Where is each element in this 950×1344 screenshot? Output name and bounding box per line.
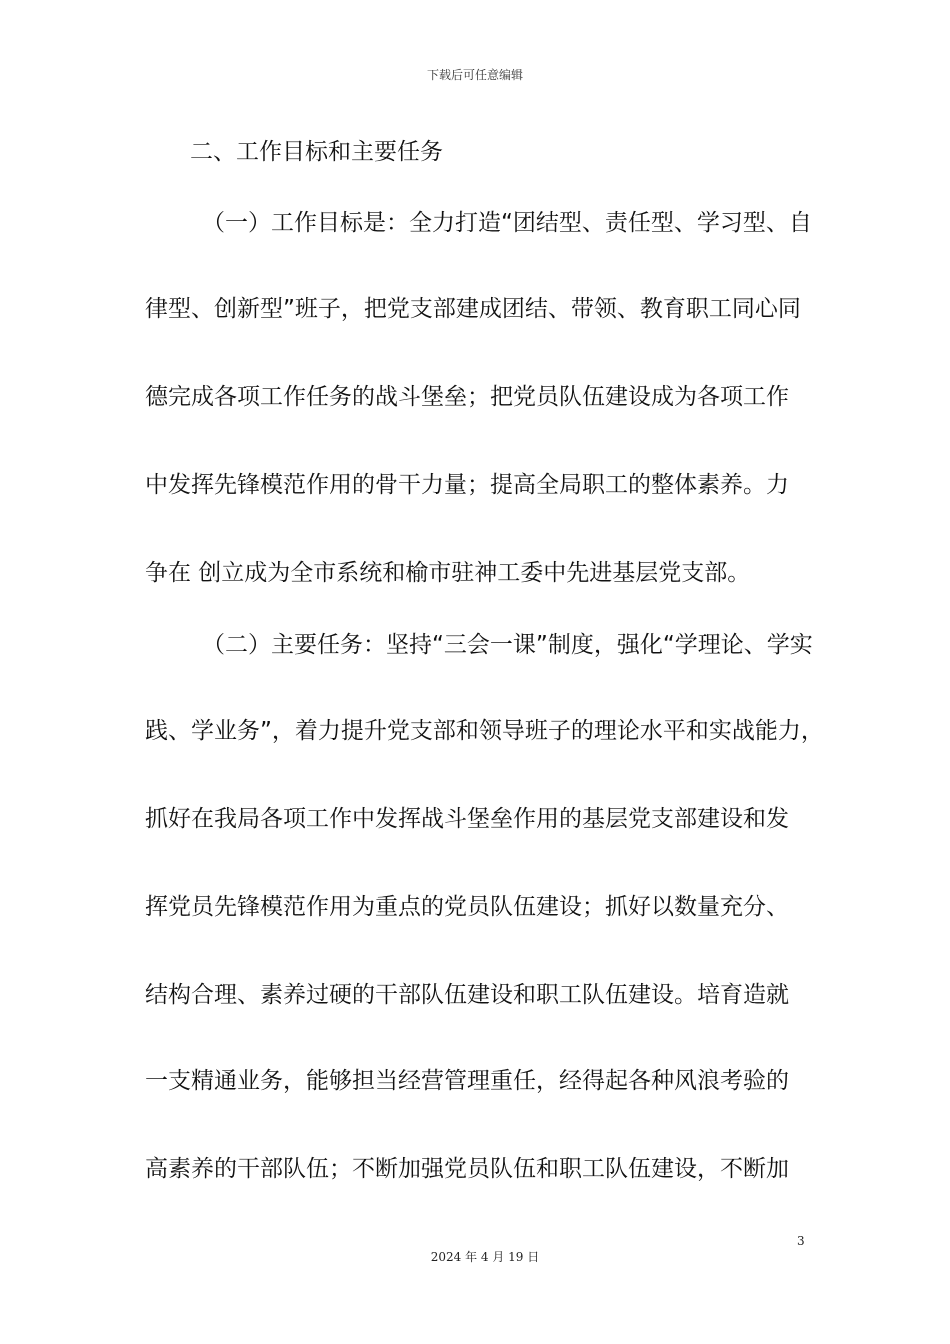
paragraph-line: 德完成各项工作任务的战斗堡垒；把党员队伍建设成为各项工作 (145, 384, 789, 410)
header-note: 下载后可任意编辑 (426, 68, 523, 82)
paragraph-line: 争在 创立成为全市系统和榆市驻神工委中先进基层党支部。 (145, 560, 751, 586)
paragraph-line: 一支精通业务，能够担当经营管理重任，经得起各种风浪考验的 (145, 1068, 789, 1094)
paragraph-line: 践、学业务”，着力提升党支部和领导班子的理论水平和实战能力， (145, 718, 824, 744)
paragraph-line: 中发挥先锋模范作用的骨干力量；提高全局职工的整体素养。力 (145, 472, 789, 498)
paragraph-line: 高素养的干部队伍；不断加强党员队伍和职工队伍建设，不断加 (145, 1156, 789, 1182)
paragraph-line: （一）工作目标是：全力打造“团结型、责任型、学习型、自 (202, 210, 812, 236)
paragraph-line: 挥党员先锋模范作用为重点的党员队伍建设；抓好以数量充分、 (145, 894, 789, 920)
section-heading: 二、工作目标和主要任务 (190, 139, 443, 165)
paragraph-line: 结构合理、素养过硬的干部队伍建设和职工队伍建设。培育造就 (145, 982, 789, 1008)
paragraph-line: （二）主要任务：坚持“三会一课”制度，强化“学理论、学实 (202, 632, 813, 658)
footer-date: 2024 年 4 月 19 日 (430, 1250, 540, 1264)
paragraph-line: 抓好在我局各项工作中发挥战斗堡垒作用的基层党支部建设和发 (145, 806, 789, 832)
paragraph-line: 律型、创新型”班子，把党支部建成团结、带领、教育职工同心同 (145, 296, 801, 322)
page-number: 3 (797, 1234, 805, 1248)
